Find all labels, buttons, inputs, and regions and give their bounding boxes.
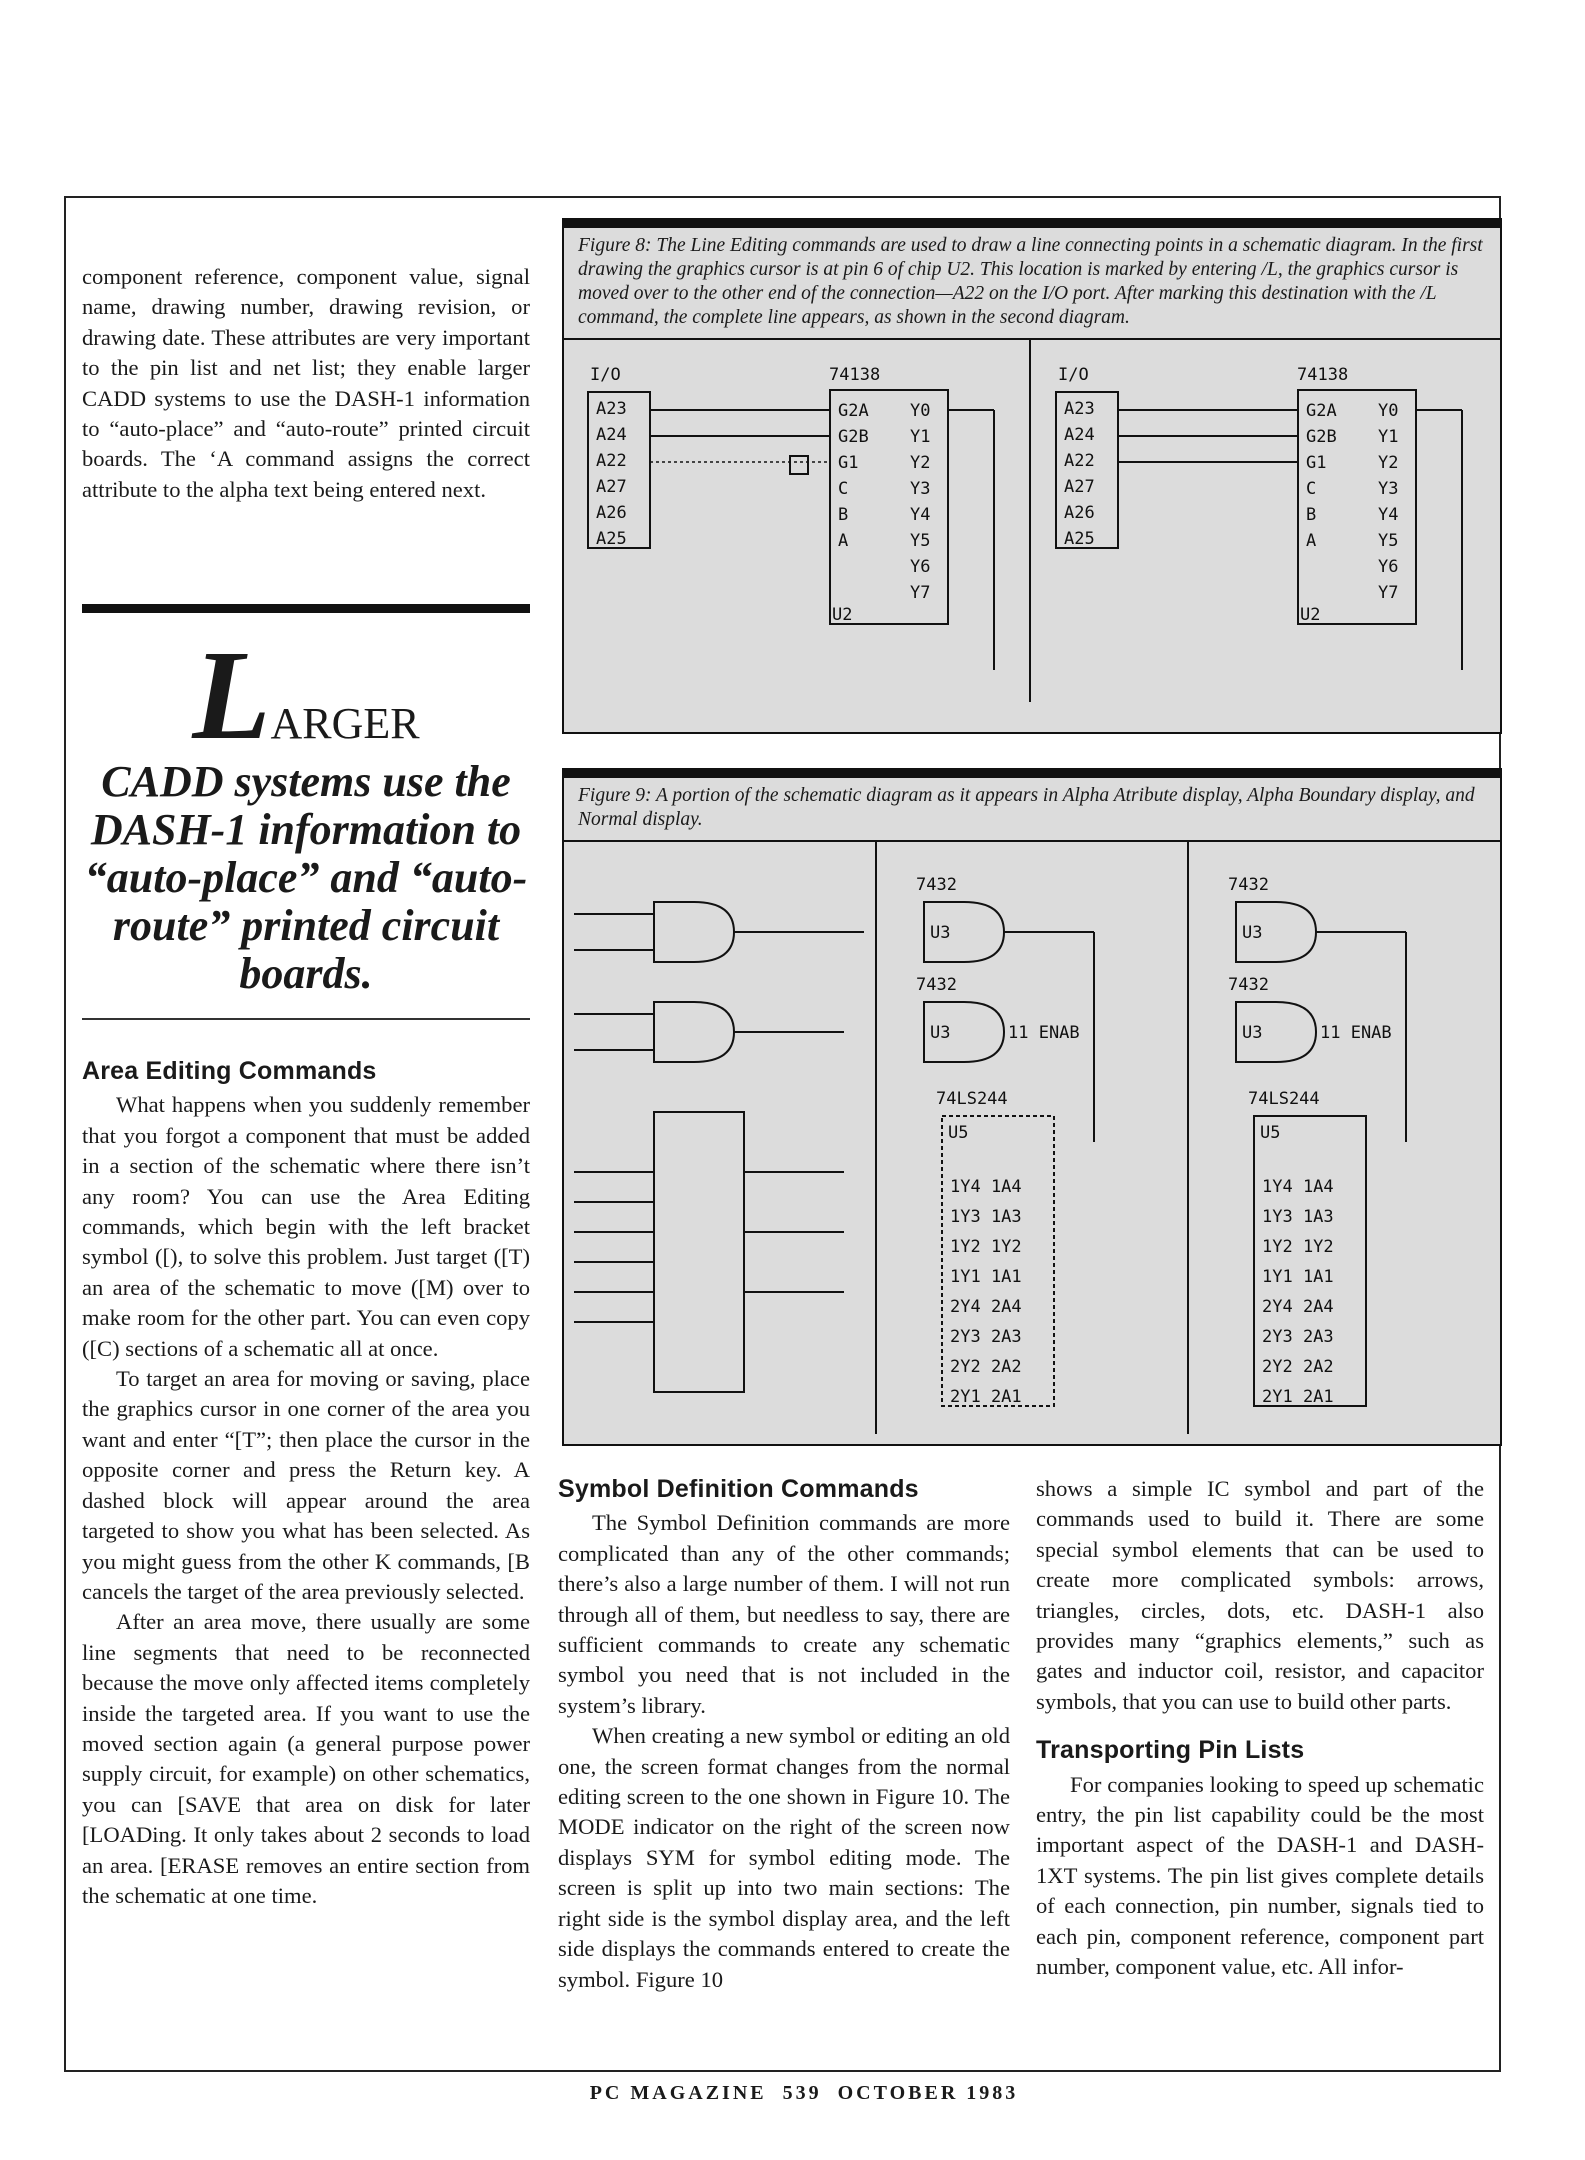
svg-text:1Y1 1A1: 1Y1 1A1 [1262, 1267, 1334, 1287]
svg-text:A23: A23 [1064, 399, 1095, 419]
area-editing-section [82, 1046, 530, 1911]
right-paragraph-2: For companies looking to speed up schematic entry, the pin list capability could be the most important aspect of the DASH-1 and DASH-1XT systems. The pin list gives complete details of each connection, pin number, signals tied to each pin, component reference, component part number, component value, etc. All infor- [1036, 1771, 1484, 1980]
svg-text:Y0: Y0 [910, 401, 931, 421]
pull-quote-text: CADD systems use the DASH-1 information to “auto-place” and “auto-route” printed circuit boards. [84, 757, 528, 998]
svg-text:1Y3 1A3: 1Y3 1A3 [950, 1207, 1022, 1227]
svg-text:U3: U3 [1242, 1023, 1263, 1043]
svg-text:U5: U5 [1260, 1123, 1281, 1143]
svg-text:B: B [1306, 505, 1317, 525]
svg-text:2Y3 2A3: 2Y3 2A3 [950, 1327, 1022, 1347]
svg-text:1Y4 1A4: 1Y4 1A4 [950, 1177, 1022, 1197]
svg-text:7432: 7432 [1228, 875, 1269, 895]
svg-text:I/O: I/O [590, 365, 621, 385]
figure-9-schematic [564, 842, 1500, 1434]
svg-text:A24: A24 [596, 425, 627, 445]
footer-page-number: 539 [782, 2082, 822, 2104]
footer-magazine: PC MAGAZINE [589, 2082, 767, 2104]
svg-text:A: A [838, 531, 849, 551]
svg-text:Y0: Y0 [1378, 401, 1399, 421]
svg-text:1Y3 1A3: 1Y3 1A3 [1262, 1207, 1334, 1227]
svg-text:U3: U3 [930, 1023, 951, 1043]
figure-9-panel-boundary [916, 875, 1094, 1407]
svg-text:1Y4 1A4: 1Y4 1A4 [1262, 1177, 1334, 1197]
svg-text:74138: 74138 [829, 365, 881, 385]
svg-text:2Y2 2A2: 2Y2 2A2 [950, 1357, 1022, 1377]
svg-text:Y7: Y7 [910, 583, 931, 603]
svg-text:Y4: Y4 [1378, 505, 1399, 525]
svg-text:A25: A25 [596, 529, 627, 549]
area-editing-paragraph-2: To target an area for moving or saving, place the graphics cursor in one corner of the area you want and enter “[T”; then place the cursor in the opposite corner and press the Return key. A dashed block will appear around the area targeted to show you what has been selected. As you might guess from the other K commands, [B cancels the target of the area previously selected. [82, 1366, 530, 1604]
figure-9-top-bar [564, 770, 1500, 778]
area-editing-heading: Area Editing Commands [82, 1057, 377, 1085]
figure-8-top-bar [564, 220, 1500, 228]
svg-text:Y3: Y3 [910, 479, 931, 499]
svg-text:2Y1 2A1: 2Y1 2A1 [950, 1387, 1022, 1407]
right-column [1036, 1474, 1484, 1983]
svg-text:Y1: Y1 [910, 427, 931, 447]
svg-text:2Y1 2A1: 2Y1 2A1 [1262, 1387, 1334, 1407]
svg-text:7432: 7432 [1228, 975, 1269, 995]
svg-text:7432: 7432 [916, 875, 957, 895]
svg-text:G1: G1 [1306, 453, 1327, 473]
svg-text:Y5: Y5 [910, 531, 931, 551]
svg-text:Y2: Y2 [910, 453, 931, 473]
figure-8-panel-before [588, 365, 994, 670]
svg-text:G2A: G2A [1306, 401, 1337, 421]
figure-9-panel-normal [1228, 875, 1406, 1407]
page-footer [574, 2082, 1034, 2105]
svg-text:74LS244: 74LS244 [1248, 1089, 1320, 1109]
svg-text:Y1: Y1 [1378, 427, 1399, 447]
svg-text:Y2: Y2 [1378, 453, 1399, 473]
svg-text:11 ENAB: 11 ENAB [1008, 1023, 1080, 1043]
svg-text:U3: U3 [930, 923, 951, 943]
right-paragraph-1: shows a simple IC symbol and part of the commands used to build it. There are some special symbol elements that can be used to create more complicated symbols: arrows, triangles, circles, dots, etc. DASH-1 also provides many “graphics elements,” such as gates and inductor coil, resistor, and capacitor symbols, that you can use to build other parts. [1036, 1476, 1484, 1714]
svg-text:A26: A26 [596, 503, 627, 523]
svg-text:1Y2 1Y2: 1Y2 1Y2 [1262, 1237, 1334, 1257]
symbol-definition-paragraph-1: The Symbol Definition commands are more complicated than any of the other commands; there’s also a large number of them. I will not run through all of them, but needless to say, there are sufficient commands to create any schematic symbol you need that is not included in the system’s library. [558, 1510, 1010, 1718]
svg-text:C: C [838, 479, 849, 499]
pull-quote-initial: L [192, 624, 271, 766]
pull-quote [82, 624, 530, 998]
left-paragraph-1: component reference, component value, signal name, drawing number, drawing revision, or drawing date. These attributes are very important to the pin list and net list; they enable larger CADD systems to use the DASH-1 information to “auto-place” and “auto-route” printed circuit boards. The ‘A command assigns the correct attribute to the alpha text being entered next. [82, 264, 530, 502]
figure-8 [562, 218, 1502, 734]
svg-text:74138: 74138 [1297, 365, 1349, 385]
footer-date: OCTOBER 1983 [837, 2082, 1019, 2104]
svg-text:A24: A24 [1064, 425, 1095, 445]
symbol-definition-heading: Symbol Definition Commands [558, 1475, 919, 1503]
transporting-pin-lists-heading: Transporting Pin Lists [1036, 1736, 1305, 1765]
svg-text:A26: A26 [1064, 503, 1095, 523]
svg-text:Y6: Y6 [910, 557, 931, 577]
svg-text:G1: G1 [838, 453, 859, 473]
left-column [82, 262, 530, 505]
svg-text:C: C [1306, 479, 1317, 499]
svg-text:A27: A27 [1064, 477, 1095, 497]
svg-text:Y5: Y5 [1378, 531, 1399, 551]
middle-column [558, 1474, 1010, 1995]
svg-text:G2B: G2B [1306, 427, 1337, 447]
figure-9 [562, 768, 1502, 1446]
figure-8-caption: Figure 8: The Line Editing commands are used to draw a line connecting points in a schematic diagram. In the first drawing the graphics cursor is at pin 6 of chip U2. This location is marked by entering /L, the graphics cursor is moved over to the other end of the connection—A22 on the I/O port. After marking this destination with the /L command, the complete line appears, as shown in the second diagram. [564, 228, 1500, 340]
svg-text:U5: U5 [948, 1123, 969, 1143]
svg-text:B: B [838, 505, 849, 525]
svg-text:A23: A23 [596, 399, 627, 419]
svg-text:A22: A22 [596, 451, 627, 471]
svg-text:U2: U2 [1300, 605, 1321, 625]
svg-text:7432: 7432 [916, 975, 957, 995]
svg-text:A: A [1306, 531, 1317, 551]
svg-text:A25: A25 [1064, 529, 1095, 549]
svg-text:74LS244: 74LS244 [936, 1089, 1008, 1109]
pull-quote-rest: ARGER [270, 699, 420, 748]
figure-9-panel-attribute [574, 902, 864, 1392]
figure-9-caption: Figure 9: A portion of the schematic diagram as it appears in Alpha Atribute display, Alpha Boundary display, and Normal display. [564, 778, 1500, 842]
svg-text:2Y4 2A4: 2Y4 2A4 [1262, 1297, 1334, 1317]
figure-8-schematic [564, 340, 1500, 702]
svg-text:1Y2 1Y2: 1Y2 1Y2 [950, 1237, 1022, 1257]
area-editing-paragraph-1: What happens when you suddenly remember that you forgot a component that must be added in a section of the schematic where there isn’t any room? You can use the Area Editing commands, which begin with the left bracket symbol ([), to solve this problem. Just target ([T) an area of the schematic to move ([M) over to make room for the other part. You can even copy ([C) sections of a schematic all at once. [82, 1092, 530, 1361]
svg-text:2Y4 2A4: 2Y4 2A4 [950, 1297, 1022, 1317]
svg-text:A27: A27 [596, 477, 627, 497]
svg-text:Y3: Y3 [1378, 479, 1399, 499]
svg-text:Y4: Y4 [910, 505, 931, 525]
area-editing-paragraph-3: After an area move, there usually are some line segments that need to be reconnected because the move only affected items completely inside the targeted area. If you want to use the moved section again (a general purpose power supply circuit, for example) on other schematics, you can [SAVE that area on disk for later [LOADing. It only takes about 2 seconds to load an area. [ERASE removes an entire section from the schematic at one time. [82, 1609, 530, 1908]
svg-text:A22: A22 [1064, 451, 1095, 471]
svg-text:I/O: I/O [1058, 365, 1089, 385]
svg-text:2Y3 2A3: 2Y3 2A3 [1262, 1327, 1334, 1347]
svg-text:U2: U2 [832, 605, 853, 625]
symbol-definition-paragraph-2: When creating a new symbol or editing an old one, the screen format changes from the normal editing screen to the one shown in Figure 10. The MODE indicator on the right of the screen now displays SYM for symbol editing mode. The screen is split up into two main sections: The right side is the symbol display area, and the left side displays the commands entered to create the symbol. Figure 10 [558, 1723, 1010, 1992]
svg-text:2Y2 2A2: 2Y2 2A2 [1262, 1357, 1334, 1377]
svg-text:Y6: Y6 [1378, 557, 1399, 577]
figure-8-panel-after [1056, 365, 1462, 670]
pull-quote-rule-bottom [82, 1018, 530, 1020]
svg-text:1Y1 1A1: 1Y1 1A1 [950, 1267, 1022, 1287]
svg-text:Y7: Y7 [1378, 583, 1399, 603]
svg-text:G2B: G2B [838, 427, 869, 447]
svg-text:U3: U3 [1242, 923, 1263, 943]
svg-text:11 ENAB: 11 ENAB [1320, 1023, 1392, 1043]
svg-text:G2A: G2A [838, 401, 869, 421]
pull-quote-rule-top [82, 604, 530, 613]
